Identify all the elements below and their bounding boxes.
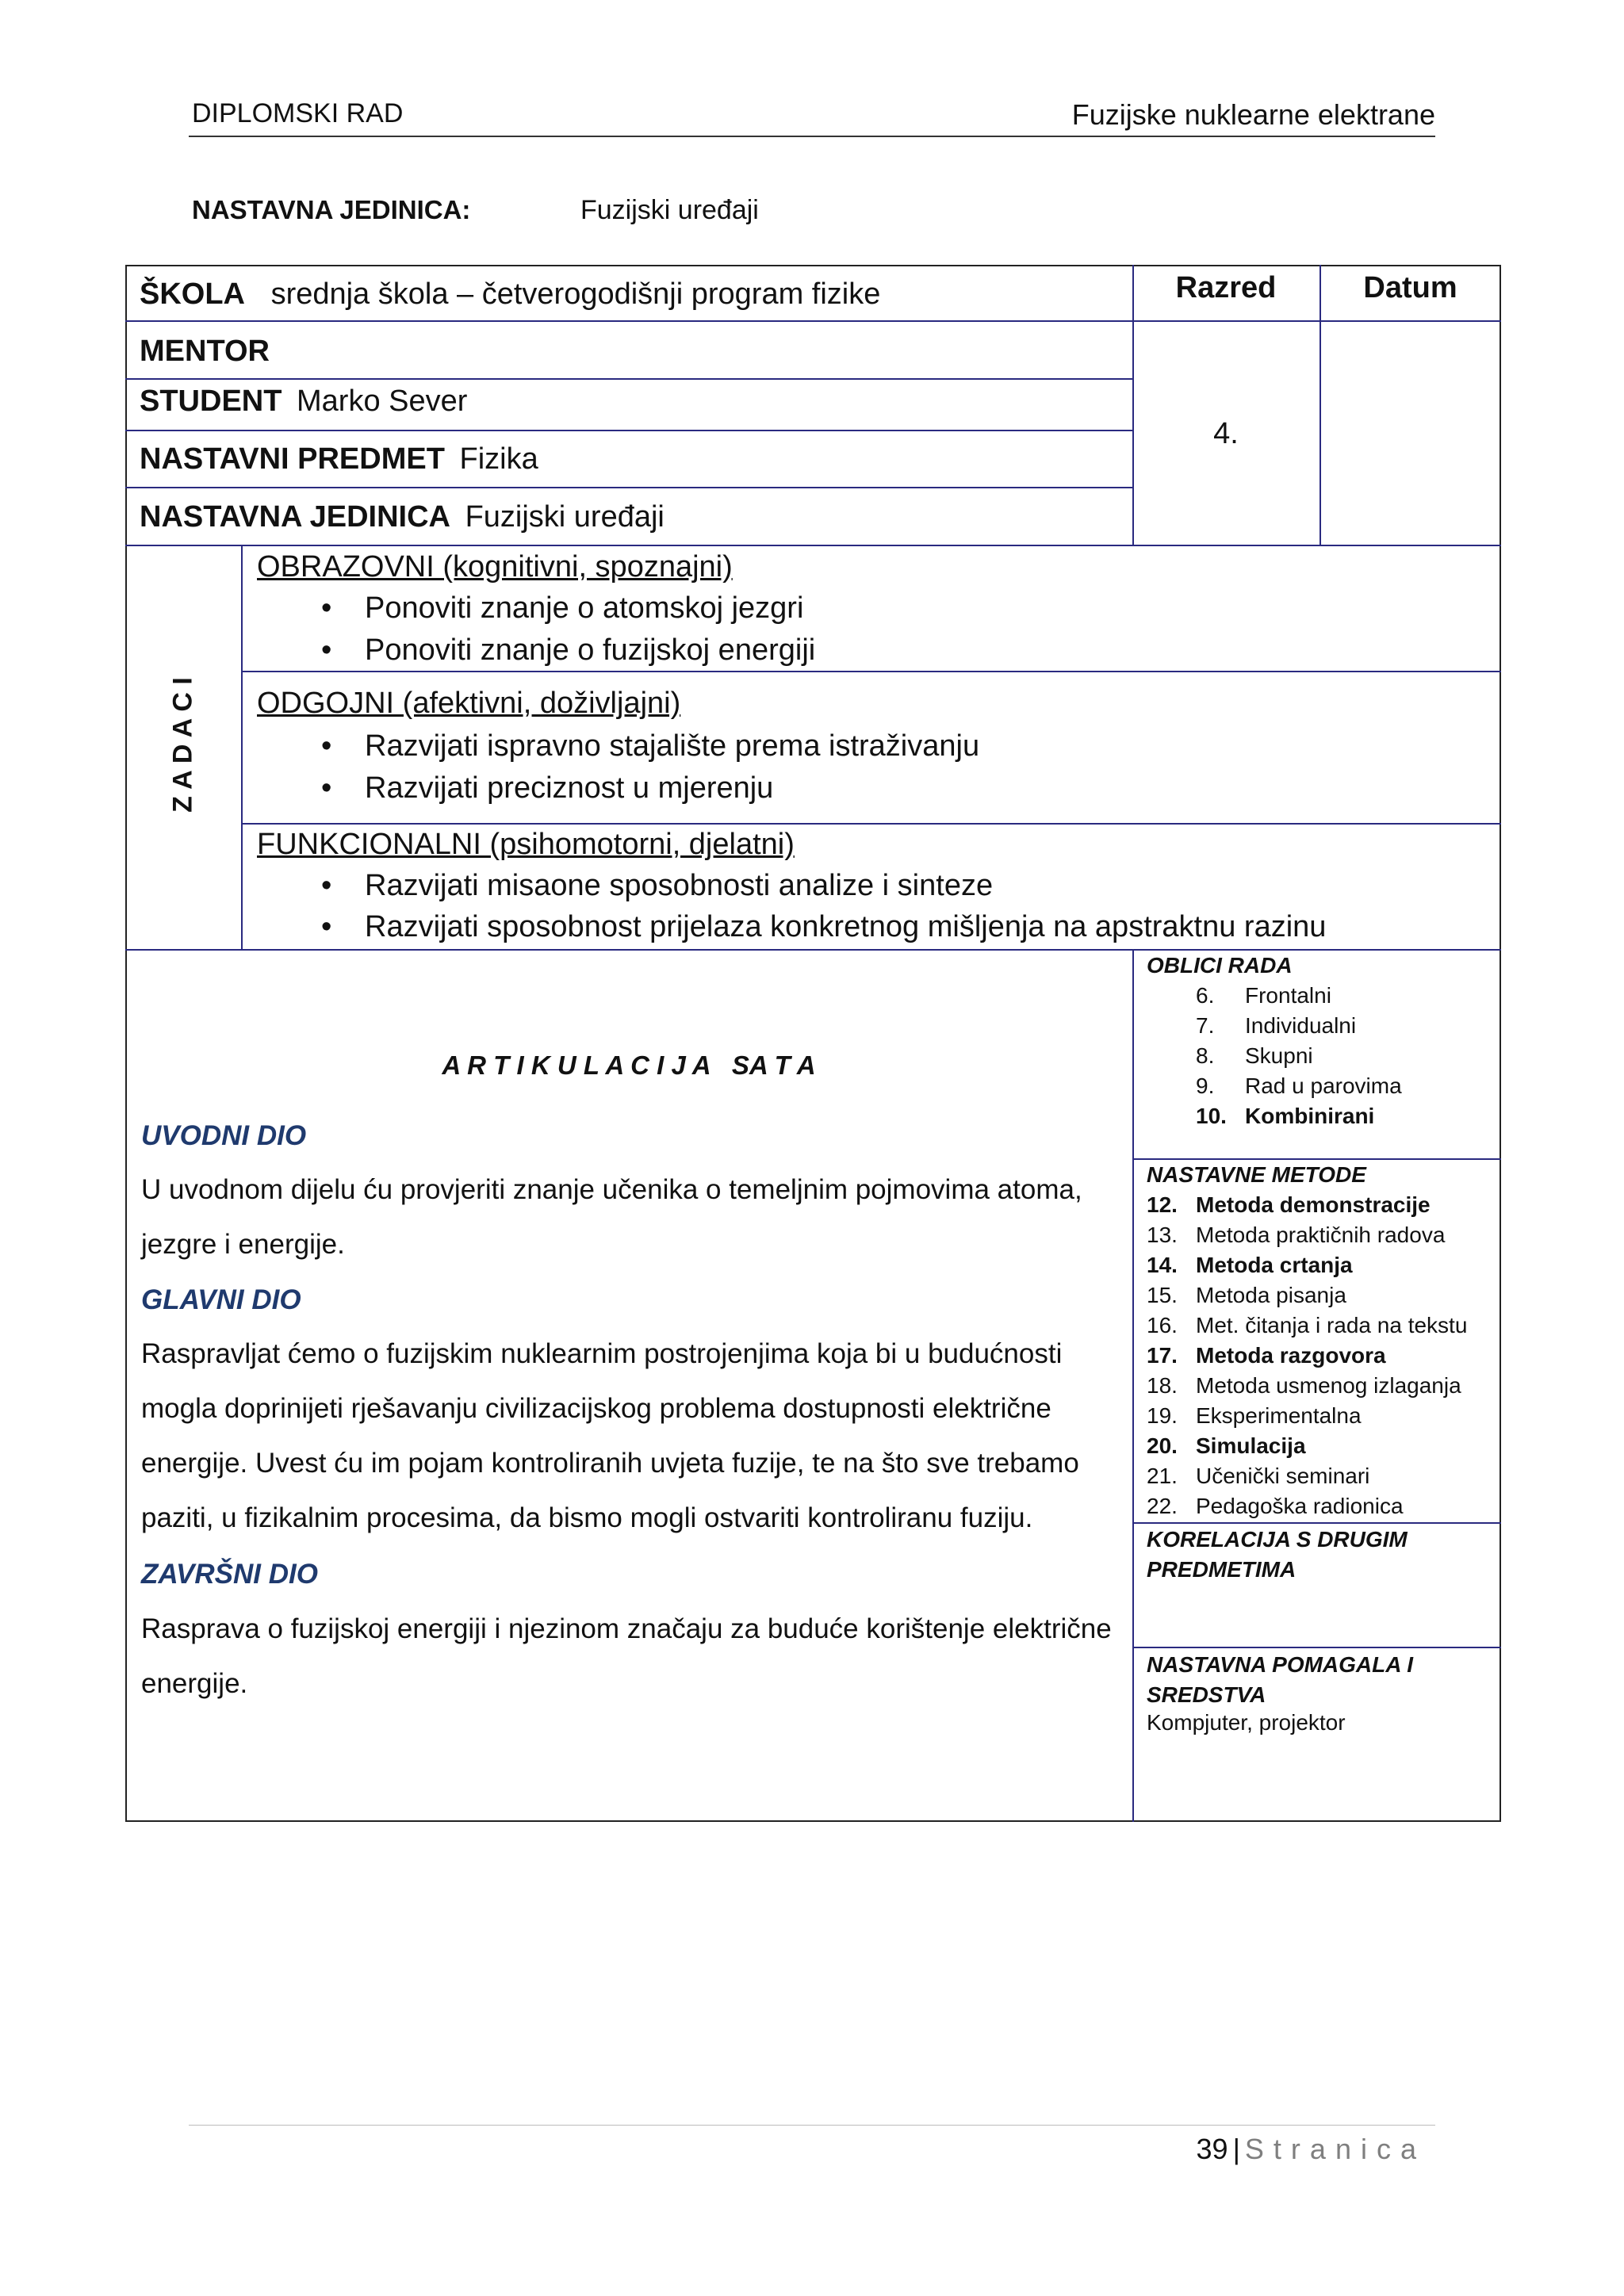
student-label: STUDENT bbox=[140, 385, 282, 418]
student-value: Marko Sever bbox=[297, 385, 468, 418]
predmet-value: Fizika bbox=[459, 442, 538, 476]
razred-value: 4. bbox=[1213, 417, 1239, 450]
skola-value: srednja škola – četverogodišnji program fizike bbox=[270, 277, 881, 311]
header-divider bbox=[189, 136, 1435, 137]
header-left: DIPLOMSKI RAD bbox=[192, 98, 404, 128]
razred-header: Razred bbox=[1175, 271, 1277, 304]
page-word: Stranica bbox=[1244, 2133, 1426, 2165]
pomagala-value: Kompjuter, projektor bbox=[1147, 1710, 1346, 1735]
jedinica-label: NASTAVNA JEDINICA bbox=[140, 500, 450, 534]
col-line-side bbox=[1132, 949, 1134, 1822]
col-line-datum bbox=[1320, 265, 1321, 545]
unit-label: NASTAVNA JEDINICA: bbox=[192, 195, 471, 224]
zadaci-vertical-label: Z A D A C I bbox=[167, 677, 198, 813]
skola-label: ŠKOLA bbox=[140, 277, 245, 311]
page-number: 39 bbox=[1196, 2133, 1228, 2165]
predmet-row bbox=[140, 442, 538, 476]
mentor-label: MENTOR bbox=[140, 335, 270, 368]
row-line-6 bbox=[125, 949, 1501, 951]
korelacija-title: KORELACIJA S DRUGIM PREDMETIMA bbox=[1147, 1527, 1408, 1582]
funkcionalni-title: FUNKCIONALNI (psihomotorni, djelatni) bbox=[257, 828, 795, 861]
row-line-zadaci-2 bbox=[241, 823, 1501, 825]
side-line-1 bbox=[1132, 1158, 1501, 1160]
col-line-razred bbox=[1132, 265, 1134, 545]
oblici-rada-title: OBLICI RADA bbox=[1147, 953, 1293, 978]
footer-separator: | bbox=[1232, 2133, 1240, 2165]
row-line-2 bbox=[125, 378, 1132, 380]
zavrsni-heading: ZAVRŠNI DIO bbox=[141, 1559, 318, 1590]
pomagala-title: NASTAVNA POMAGALA I SREDSTVA bbox=[1147, 1652, 1413, 1707]
artikulacija-title: A R T I K U L A C I J A SA T A bbox=[442, 1050, 816, 1080]
predmet-label: NASTAVNI PREDMET bbox=[140, 442, 445, 476]
odgojni-title: ODGOJNI (afektivni, doživljajni) bbox=[257, 687, 681, 720]
col-line-zadaci bbox=[241, 545, 243, 949]
nastavne-metode-title: NASTAVNE METODE bbox=[1147, 1162, 1366, 1187]
datum-header: Datum bbox=[1363, 271, 1457, 304]
zavrsni-text: Rasprava o fuzijskoj energiji i njezinom značaju za buduće korištenje električne energije. bbox=[141, 1613, 1112, 1699]
header-right: Fuzijske nuklearne elektrane bbox=[1071, 98, 1435, 131]
row-line-1 bbox=[125, 320, 1501, 322]
uvodni-heading: UVODNI DIO bbox=[141, 1120, 307, 1151]
student-row bbox=[140, 385, 467, 419]
obrazovni-title: OBRAZOVNI (kognitivni, spoznajni) bbox=[257, 550, 733, 584]
unit-value: Fuzijski uređaji bbox=[580, 195, 759, 225]
uvodni-text: U uvodnom dijelu ću provjeriti znanje učenika o temeljnim pojmovima atoma, jezgre i energije. bbox=[141, 1174, 1082, 1260]
skola-row bbox=[140, 277, 880, 312]
jedinica-value: Fuzijski uređaji bbox=[465, 500, 665, 534]
side-line-2 bbox=[1132, 1522, 1501, 1524]
page-footer bbox=[1197, 2133, 1426, 2166]
row-line-zadaci-1 bbox=[241, 671, 1501, 672]
row-line-5 bbox=[125, 545, 1501, 546]
glavni-text: Raspravljat ćemo o fuzijskim nuklearnim postrojenjima koja bi u budućnosti mogla doprinijeti rješavanju civilizacijskog problema dostupnosti električne energije. Uvest ću im pojam kontroliranih uvjeta fuzije, te na što sve trebamo paziti, u fizikalnim procesima, da bismo mogli ostvariti kontroliranu fuziju. bbox=[141, 1338, 1079, 1533]
row-line-4 bbox=[125, 487, 1132, 488]
footer-divider bbox=[189, 2125, 1435, 2126]
glavni-heading: GLAVNI DIO bbox=[141, 1284, 301, 1315]
row-line-3 bbox=[125, 430, 1132, 431]
jedinica-row bbox=[140, 500, 665, 534]
side-line-3 bbox=[1132, 1647, 1501, 1648]
